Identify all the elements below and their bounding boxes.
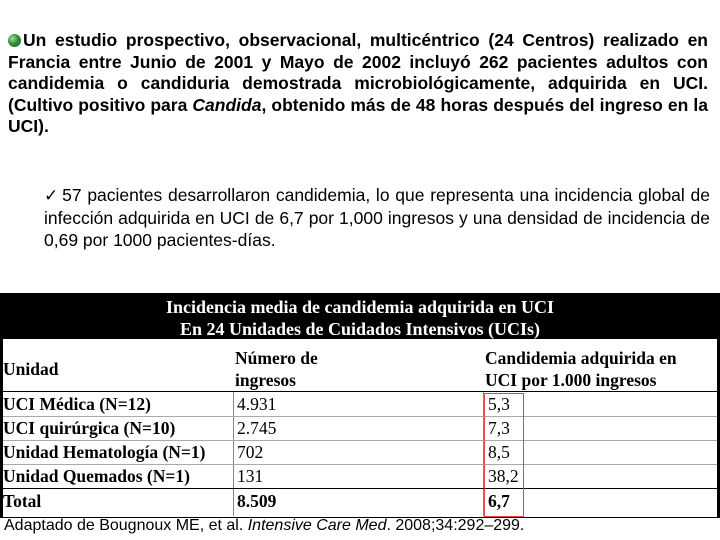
row-unit: UCI quirúrgica (N=10)	[3, 418, 176, 438]
header-admissions-2: ingresos	[235, 370, 296, 390]
row-admissions: 702	[237, 442, 264, 462]
intro-paragraph	[8, 30, 708, 138]
finding-text: 57 pacientes desarrollaron candidemia, lo que representa una incidencia global de infección adquirida en UCI de 6,7 por 1,000 ingresos y una densidad de incidencia de 0,69 por 1000 pacientes-días.	[44, 185, 710, 250]
incidence-table	[0, 293, 720, 518]
finding-paragraph	[44, 184, 710, 251]
table-subtitle: En 24 Unidades de Cuidados Intensivos (UCIs)	[179, 319, 541, 339]
table-body	[3, 339, 717, 517]
citation-journal: Intensive Care Med	[247, 517, 387, 534]
row-unit: Unidad Hematología (N=1)	[3, 442, 206, 462]
header-unit: Unidad	[3, 359, 59, 379]
total-admissions: 8.509	[237, 491, 277, 511]
intro-line1: Un estudio prospectivo, observacional, multicéntrico (24 Centros)	[23, 30, 595, 50]
row-unit: Unidad Quemados (N=1)	[3, 466, 190, 486]
row-admissions: 2.745	[237, 418, 277, 438]
citation-suffix: . 2008;34:292–299.	[386, 517, 525, 534]
table-title: Incidencia media de candidemia adquirida en UCI	[165, 297, 555, 317]
row-rate: 8,5	[488, 442, 510, 462]
intro-candida: Candida	[192, 94, 262, 115]
row-unit: UCI Médica (N=12)	[3, 394, 151, 414]
total-rate: 6,7	[488, 491, 510, 511]
row-rate: 5,3	[488, 394, 510, 414]
row-rule	[3, 416, 717, 417]
header-rate-2: UCI por 1.000 ingresos	[485, 370, 657, 390]
highlight-box	[484, 393, 524, 517]
green-bullet-icon	[8, 34, 21, 47]
row-rate: 7,3	[488, 418, 510, 438]
total-rule	[3, 488, 717, 489]
citation	[4, 517, 524, 535]
total-label: Total	[3, 491, 42, 511]
checkmark-icon: ✓	[44, 186, 60, 206]
row-rate: 38,2	[488, 466, 519, 486]
row-rule	[3, 440, 717, 441]
citation-prefix: Adaptado de Bougnoux ME, et al.	[4, 517, 248, 534]
header-rate-1: Candidemia adquirida en	[485, 348, 677, 368]
header-rule	[3, 391, 717, 392]
row-admissions: 131	[237, 466, 264, 486]
intro-tail: , obtenido más de 48 horas después del ingreso en la UCI).	[8, 94, 708, 136]
row-rule	[3, 464, 717, 465]
row-admissions: 4.931	[237, 394, 277, 414]
header-admissions-1: Número de	[235, 348, 318, 368]
intro-rest: realizado en Francia entre Junio de 2001 y Mayo de 2002 incluyó 262 pacientes adultos con candidemia o candiduria demostrada microbiológicamente, adquirida en UCI. (Cultivo positivo para	[8, 30, 708, 115]
col-divider-1	[233, 392, 234, 516]
